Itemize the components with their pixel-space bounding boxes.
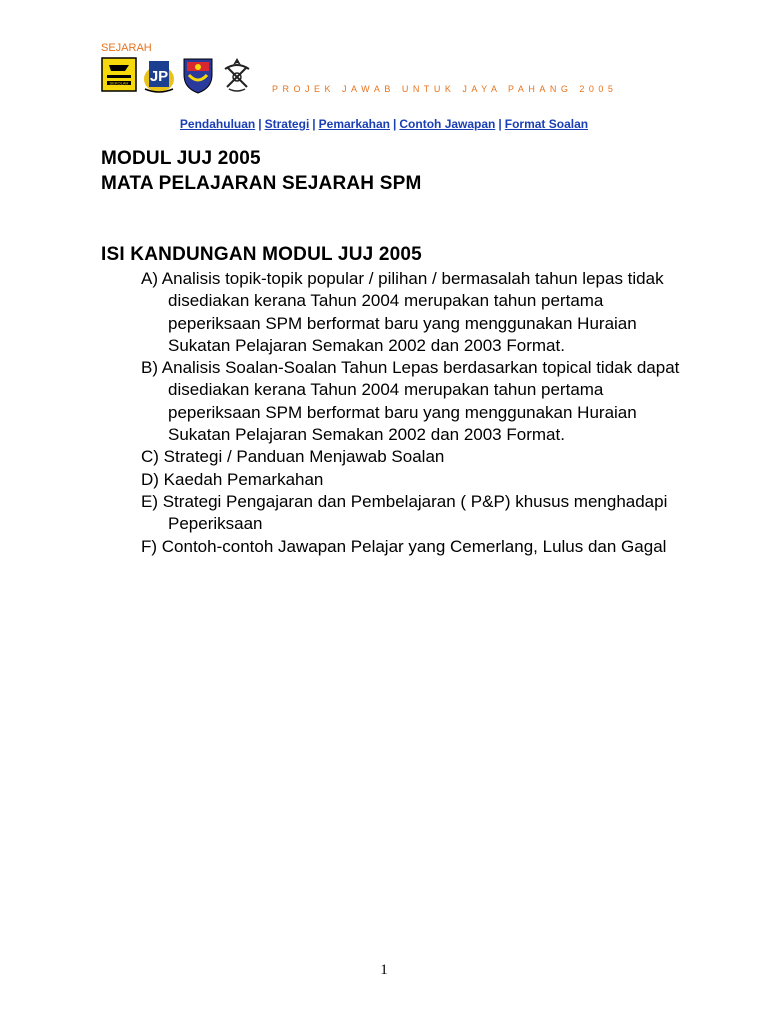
nav-link-contoh-jawapan[interactable]: Contoh Jawapan [399, 117, 496, 131]
document-title-line2: MATA PELAJARAN SEJARAH SPM [101, 173, 422, 194]
logo-row [101, 55, 255, 95]
page-number: 1 [380, 962, 388, 978]
shield-crest-icon [181, 55, 215, 95]
nav-link-pemarkahan[interactable]: Pemarkahan [318, 117, 391, 131]
nav-separator: | [393, 117, 397, 131]
toc-item: F) Contoh-contoh Jawapan Pelajar yang Cemerlang, Lulus dan Gagal [141, 536, 667, 556]
toc-item: B) Analisis Soalan-Soalan Tahun Lepas berdasarkan topical tidak dapat disediakan kerana Tahun 2004 merupakan tahun pertama peperiksaan SPM berformat baru yang menggunakan Huraian Sukatan Pelajaran Semakan 2002 dan 2003 Format. [141, 358, 680, 445]
subject-label: SEJARAH [101, 42, 152, 54]
svg-text:SEKOLAH: SEKOLAH [109, 80, 129, 86]
nav-link-pendahuluan[interactable]: Pendahuluan [179, 117, 256, 131]
table-of-contents [141, 268, 681, 558]
toc-item: D) Kaedah Pemarkahan [141, 469, 324, 489]
state-crest-icon [219, 55, 255, 95]
project-title: PROJEK JAWAB UNTUK JAYA PAHANG 2005 [272, 84, 618, 94]
nav-link-strategi[interactable]: Strategi [264, 117, 310, 131]
nav-link-format-soalan[interactable]: Format Soalan [504, 117, 589, 131]
section-heading: ISI KANDUNGAN MODUL JUJ 2005 [101, 244, 422, 265]
document-title-line1: MODUL JUJ 2005 [101, 148, 261, 169]
nav-separator: | [312, 117, 316, 131]
navigation-bar [0, 117, 768, 131]
nav-separator: | [498, 117, 502, 131]
jp-logo-icon [141, 55, 177, 95]
school-logo-icon [101, 55, 137, 93]
toc-item: E) Strategi Pengajaran dan Pembelajaran ( P&P) khusus menghadapi Peperiksaan [141, 491, 668, 534]
nav-separator: | [258, 117, 262, 131]
toc-item: A) Analisis topik-topik popular / pilihan / bermasalah tahun lepas tidak disediakan kerana Tahun 2004 merupakan tahun pertama peperiksaan SPM berformat baru yang menggunakan Huraian Sukatan Pelajaran Semakan 2002 dan 2003 Format. [141, 269, 664, 355]
toc-item: C) Strategi / Panduan Menjawab Soalan [141, 447, 445, 467]
svg-text:JP: JP [149, 68, 169, 85]
